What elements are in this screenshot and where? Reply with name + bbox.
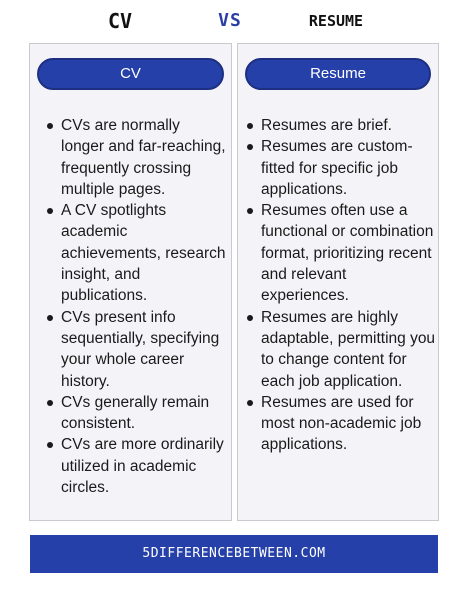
cv-column	[29, 43, 232, 521]
list-item	[246, 200, 436, 306]
bullet-icon	[47, 123, 53, 129]
resume-pill-label: Resume	[245, 58, 431, 90]
list-item-text: CVs generally remain consistent.	[61, 393, 210, 433]
list-item	[46, 307, 227, 392]
list-item	[246, 115, 436, 136]
list-item-text: Resumes are highly adaptable, permitting you to change content for each job application.	[261, 308, 436, 390]
list-item-text: CVs are normally longer and far-reaching, frequently crossing multiple pages.	[61, 117, 226, 198]
bullet-icon	[247, 208, 253, 214]
cv-pill-label: CV	[37, 58, 224, 90]
list-item	[46, 200, 227, 306]
bullet-icon	[247, 315, 253, 321]
cv-points-list	[46, 115, 227, 498]
list-item-text: Resumes are custom-fitted for specific job applications.	[261, 138, 413, 198]
bullet-icon	[247, 400, 253, 406]
list-item-text: Resumes are brief.	[261, 117, 392, 134]
bullet-icon	[47, 442, 53, 448]
footer-banner: 5DIFFERENCEBETWEEN.COM	[30, 535, 438, 573]
list-item	[246, 136, 436, 200]
list-item	[46, 392, 227, 435]
resume-points-list	[246, 115, 436, 456]
bullet-icon	[47, 208, 53, 214]
list-item	[246, 307, 436, 392]
resume-heading: RESUME	[308, 12, 364, 30]
list-item	[46, 115, 227, 200]
bullet-icon	[47, 400, 53, 406]
list-item-text: A CV spotlights academic achievements, research insight, and publications.	[61, 202, 226, 305]
list-item-text: Resumes often use a functional or combination format, prioritizing recent and relevant experiences.	[261, 202, 434, 305]
vs-heading: VS	[218, 10, 242, 31]
list-item	[246, 392, 436, 456]
list-item-text: CVs are more ordinarily utilized in academic circles.	[61, 436, 224, 497]
list-item-text: Resumes are used for most non-academic job applications.	[261, 393, 422, 454]
resume-column	[237, 43, 439, 521]
bullet-icon	[47, 315, 53, 321]
cv-heading: CV	[107, 9, 133, 33]
bullet-icon	[247, 123, 253, 129]
list-item	[46, 434, 227, 498]
bullet-icon	[247, 144, 253, 150]
list-item-text: CVs present info sequentially, specifying your whole career history.	[61, 308, 220, 390]
